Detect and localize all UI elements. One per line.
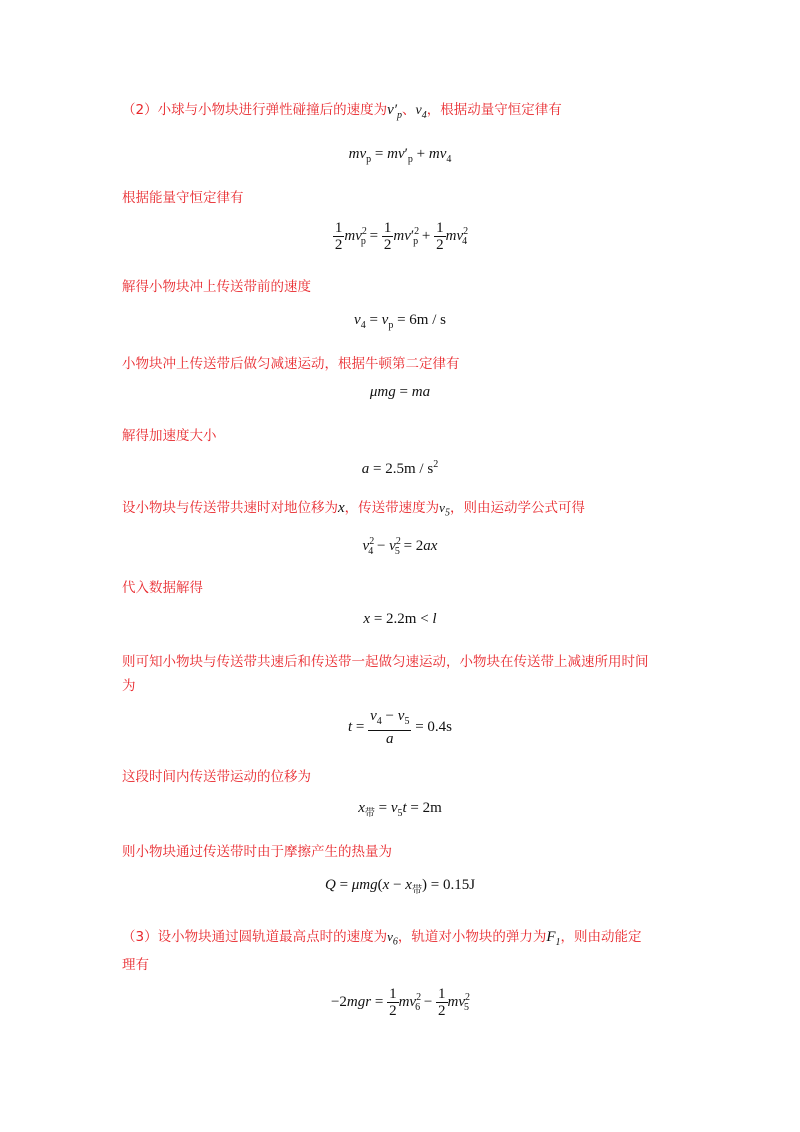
- paragraph-velocity: 解得小物块冲上传送带前的速度: [122, 279, 311, 295]
- paragraph-energy: 根据能量守恒定律有: [122, 190, 244, 206]
- equation-x-result: x = 2.2m < l: [363, 611, 437, 627]
- equation-velocity: $v_4 = v_p = 6m / s$: [354, 312, 446, 331]
- paragraph-circle-line2: 理有: [122, 957, 149, 973]
- equation-kinetic-energy: −2mgr = $\frac{1}{2}$ $mv^2_6$ − $\frac{1}{2}$ $mv^2_5$: [330, 986, 471, 1019]
- paragraph-uniform-line1: 则可知小物块与传送带共速后和传送带一起做匀速运动，小物块在传送带上减速所用时间: [122, 654, 649, 670]
- equation-newton: μmg = ma: [369, 384, 431, 400]
- equation-heat: $Q = \mu mg(x - x_带) = 0.15J$: [324, 877, 476, 896]
- equation-time: t = $\frac{v_4 - v_5}{a}$ = 0.4s: [347, 708, 452, 747]
- paragraph-displacement: 设小物块与传送带共速时对地位移为x，传送带速度为$v_5$，则由运动学公式可得: [122, 500, 585, 519]
- equation-kinematics: $v^2_4 - v^2_5 = 2ax$: [362, 536, 438, 557]
- paragraph-substitute: 代入数据解得: [122, 580, 203, 596]
- equation-acceleration: $a = 2.5m / s^2$: [361, 459, 439, 477]
- equation-energy: $\frac{1}{2}$ $mv^2_p$ = $\frac{1}{2}$ $mv'^2_p$ + $\frac{1}{2}$ $mv^2_4$: [334, 220, 469, 253]
- paragraph-acceleration: 解得加速度大小: [122, 428, 217, 444]
- paragraph-belt-displacement: 这段时间内传送带运动的位移为: [122, 769, 311, 785]
- paragraph-collision: （2）小球与小物块进行弹性碰撞后的速度为$v'_p$、$v_4$，根据动量守恒定律有: [122, 102, 562, 121]
- paragraph-uniform-line2: 为: [122, 678, 136, 694]
- paragraph-heat: 则小物块通过传送带时由于摩擦产生的热量为: [122, 844, 392, 860]
- paragraph-circle-line1: （3）设小物块通过圆轨道最高点时的速度为$v_6$，轨道对小物块的弹力为$F_1$，则由动能定: [122, 929, 642, 948]
- paragraph-newton: 小物块冲上传送带后做匀减速运动，根据牛顿第二定律有: [122, 356, 460, 372]
- equation-belt-displacement: $x_带 = v_5t = 2m$: [358, 800, 442, 819]
- equation-momentum: $mv_p = mv'_p + mv_4$: [348, 146, 452, 165]
